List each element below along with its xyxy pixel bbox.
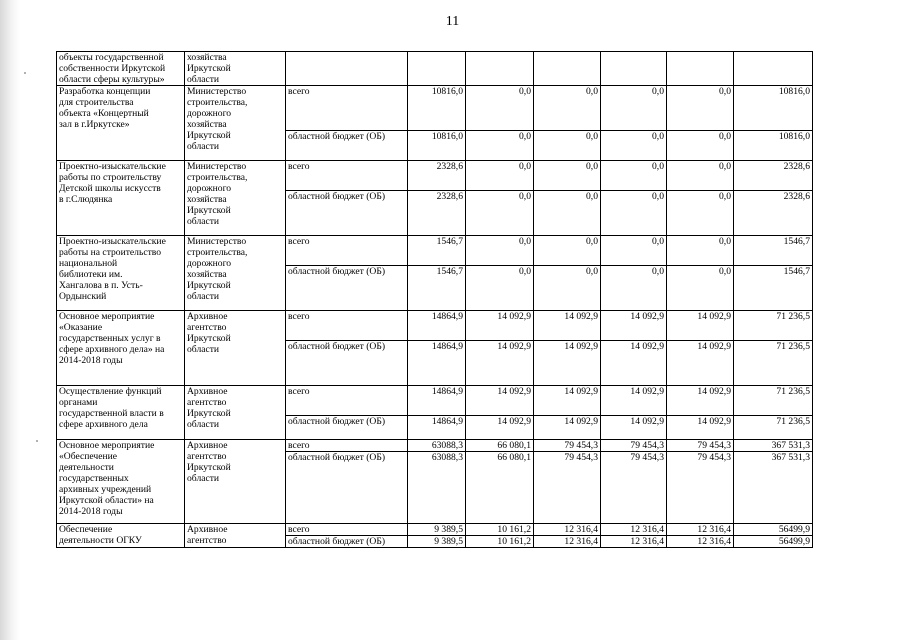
- year-2014-value-cell: 14864,9: [408, 341, 466, 386]
- year-2014-value-cell: 14864,9: [408, 416, 466, 440]
- funding-source-cell: всего: [286, 440, 408, 452]
- sum-value-cell: 71 236,5: [734, 311, 813, 341]
- year-value-cell: 12 316,4: [601, 536, 667, 548]
- activity-name-cell: Проектно-изыскательские работы на строительство национальной библиотеки им. Хангалова в п. Усть- Ордынский: [57, 236, 185, 311]
- year-value-cell: 14 092,9: [534, 341, 601, 386]
- sum-value-cell: 71 236,5: [734, 416, 813, 440]
- executor-cell: Архивное агентство Иркутской области: [185, 440, 286, 524]
- year-value-cell: 0,0: [601, 86, 667, 131]
- executor-cell: хозяйства Иркутской области: [185, 52, 286, 86]
- table-row: [57, 52, 813, 86]
- year-value-cell: 14 092,9: [667, 341, 734, 386]
- activity-name-cell: Основное мероприятие «Оказание государственных услуг в сфере архивного дела» на 2014-2018 годы: [57, 311, 185, 386]
- year-value-cell: 0,0: [534, 191, 601, 236]
- year-value-cell: 14 092,9: [601, 416, 667, 440]
- sum-value-cell: 10816,0: [734, 131, 813, 161]
- year-value-cell: 0,0: [601, 236, 667, 266]
- executor-cell: Министерство строительства, дорожного хозяйства Иркутской области: [185, 161, 286, 236]
- year-2014-value-cell: 9 389,5: [408, 524, 466, 536]
- year-2014-value-cell: 63088,3: [408, 452, 466, 524]
- year-value-cell: 14 092,9: [601, 341, 667, 386]
- year-value-cell: 0,0: [534, 266, 601, 311]
- year-value-cell: 12 316,4: [534, 524, 601, 536]
- table-row: [57, 524, 813, 536]
- funding-source-cell: [286, 52, 408, 86]
- year-value-cell: 79 454,3: [667, 452, 734, 524]
- sum-value-cell: 10816,0: [734, 86, 813, 131]
- funding-source-cell: областной бюджет (ОБ): [286, 536, 408, 548]
- year-value-cell: 14 092,9: [601, 311, 667, 341]
- year-value-cell: 0,0: [601, 131, 667, 161]
- year-value-cell: 0,0: [667, 161, 734, 191]
- year-value-cell: 0,0: [466, 191, 534, 236]
- funding-source-cell: всего: [286, 524, 408, 536]
- year-value-cell: 66 080,1: [466, 452, 534, 524]
- year-value-cell: [601, 52, 667, 86]
- funding-source-cell: областной бюджет (ОБ): [286, 341, 408, 386]
- year-value-cell: 79 454,3: [601, 440, 667, 452]
- executor-cell: Архивное агентство: [185, 524, 286, 548]
- year-value-cell: 0,0: [667, 266, 734, 311]
- year-value-cell: 12 316,4: [534, 536, 601, 548]
- year-value-cell: 0,0: [601, 266, 667, 311]
- sum-value-cell: [734, 52, 813, 86]
- year-value-cell: 0,0: [601, 191, 667, 236]
- funding-source-cell: всего: [286, 161, 408, 191]
- year-value-cell: 14 092,9: [534, 311, 601, 341]
- table-row: [57, 311, 813, 341]
- sum-value-cell: 56499,9: [734, 536, 813, 548]
- year-value-cell: 0,0: [667, 131, 734, 161]
- table-row: [57, 161, 813, 191]
- funding-source-cell: всего: [286, 386, 408, 416]
- funding-source-cell: всего: [286, 236, 408, 266]
- year-2014-value-cell: 1546,7: [408, 266, 466, 311]
- year-value-cell: 0,0: [601, 161, 667, 191]
- year-value-cell: 0,0: [667, 236, 734, 266]
- year-value-cell: 14 092,9: [601, 386, 667, 416]
- table-row: [57, 236, 813, 266]
- funding-source-cell: областной бюджет (ОБ): [286, 131, 408, 161]
- table-row: [57, 86, 813, 131]
- budget-table: [56, 51, 813, 548]
- activity-name-cell: Обеспечение деятельности ОГКУ: [57, 524, 185, 548]
- table-row: [57, 386, 813, 416]
- year-value-cell: 10 161,2: [466, 536, 534, 548]
- year-value-cell: 0,0: [466, 131, 534, 161]
- year-value-cell: 12 316,4: [667, 536, 734, 548]
- executor-cell: Архивное агентство Иркутской области: [185, 311, 286, 386]
- scan-speck: [24, 72, 26, 74]
- scan-speck: [36, 440, 38, 442]
- year-value-cell: 0,0: [466, 236, 534, 266]
- executor-cell: Архивное агентство Иркутской области: [185, 386, 286, 440]
- year-value-cell: 0,0: [466, 86, 534, 131]
- scan-edge-shadow: [0, 0, 20, 640]
- funding-source-cell: областной бюджет (ОБ): [286, 452, 408, 524]
- year-value-cell: 0,0: [667, 86, 734, 131]
- year-value-cell: 14 092,9: [667, 386, 734, 416]
- year-2014-value-cell: 1546,7: [408, 236, 466, 266]
- year-value-cell: 0,0: [534, 131, 601, 161]
- activity-name-cell: Основное мероприятие «Обеспечение деятельности государственных архивных учреждений Иркутской области» на 2014-2018 годы: [57, 440, 185, 524]
- activity-name-cell: Проектно-изыскательские работы по строительству Детской школы искусств в г.Слюдянка: [57, 161, 185, 236]
- table-row: [57, 440, 813, 452]
- year-2014-value-cell: 14864,9: [408, 386, 466, 416]
- funding-source-cell: областной бюджет (ОБ): [286, 416, 408, 440]
- activity-name-cell: объекты государственной собственности Иркутской области сферы культуры»: [57, 52, 185, 86]
- year-value-cell: 0,0: [534, 236, 601, 266]
- year-value-cell: 10 161,2: [466, 524, 534, 536]
- year-value-cell: 14 092,9: [466, 341, 534, 386]
- year-value-cell: [534, 52, 601, 86]
- year-value-cell: 14 092,9: [466, 311, 534, 341]
- year-value-cell: 12 316,4: [601, 524, 667, 536]
- sum-value-cell: 367 531,3: [734, 440, 813, 452]
- year-value-cell: 79 454,3: [667, 440, 734, 452]
- activity-name-cell: Осуществление функций органами государственной власти в сфере архивного дела: [57, 386, 185, 440]
- funding-source-cell: областной бюджет (ОБ): [286, 191, 408, 236]
- year-value-cell: 79 454,3: [534, 440, 601, 452]
- year-value-cell: 0,0: [466, 266, 534, 311]
- year-value-cell: 14 092,9: [667, 416, 734, 440]
- year-value-cell: 14 092,9: [534, 416, 601, 440]
- sum-value-cell: 56499,9: [734, 524, 813, 536]
- year-value-cell: 14 092,9: [466, 416, 534, 440]
- year-2014-value-cell: 10816,0: [408, 131, 466, 161]
- year-2014-value-cell: 14864,9: [408, 311, 466, 341]
- year-value-cell: 14 092,9: [466, 386, 534, 416]
- funding-source-cell: областной бюджет (ОБ): [286, 266, 408, 311]
- executor-cell: Министерство строительства, дорожного хозяйства Иркутской области: [185, 86, 286, 161]
- sum-value-cell: 2328,6: [734, 191, 813, 236]
- year-2014-value-cell: 2328,6: [408, 161, 466, 191]
- sum-value-cell: 71 236,5: [734, 341, 813, 386]
- executor-cell: Министерство строительства, дорожного хозяйства Иркутской области: [185, 236, 286, 311]
- year-value-cell: 66 080,1: [466, 440, 534, 452]
- year-value-cell: [466, 52, 534, 86]
- sum-value-cell: 1546,7: [734, 236, 813, 266]
- year-value-cell: 0,0: [466, 161, 534, 191]
- funding-source-cell: всего: [286, 86, 408, 131]
- year-value-cell: [667, 52, 734, 86]
- year-2014-value-cell: 10816,0: [408, 86, 466, 131]
- year-value-cell: 12 316,4: [667, 524, 734, 536]
- funding-source-cell: всего: [286, 311, 408, 341]
- year-value-cell: 0,0: [534, 86, 601, 131]
- table-body: [57, 52, 813, 548]
- year-value-cell: 0,0: [534, 161, 601, 191]
- page-number: 11: [445, 14, 460, 29]
- year-2014-value-cell: 9 389,5: [408, 536, 466, 548]
- year-value-cell: 79 454,3: [534, 452, 601, 524]
- year-value-cell: 14 092,9: [667, 311, 734, 341]
- sum-value-cell: 71 236,5: [734, 386, 813, 416]
- sum-value-cell: 1546,7: [734, 266, 813, 311]
- year-value-cell: 14 092,9: [534, 386, 601, 416]
- sum-value-cell: 367 531,3: [734, 452, 813, 524]
- sum-value-cell: 2328,6: [734, 161, 813, 191]
- year-value-cell: 0,0: [667, 191, 734, 236]
- activity-name-cell: Разработка концепции для строительства объекта «Концертный зал в г.Иркутске»: [57, 86, 185, 161]
- year-2014-value-cell: 63088,3: [408, 440, 466, 452]
- year-2014-value-cell: 2328,6: [408, 191, 466, 236]
- year-value-cell: 79 454,3: [601, 452, 667, 524]
- year-2014-value-cell: [408, 52, 466, 86]
